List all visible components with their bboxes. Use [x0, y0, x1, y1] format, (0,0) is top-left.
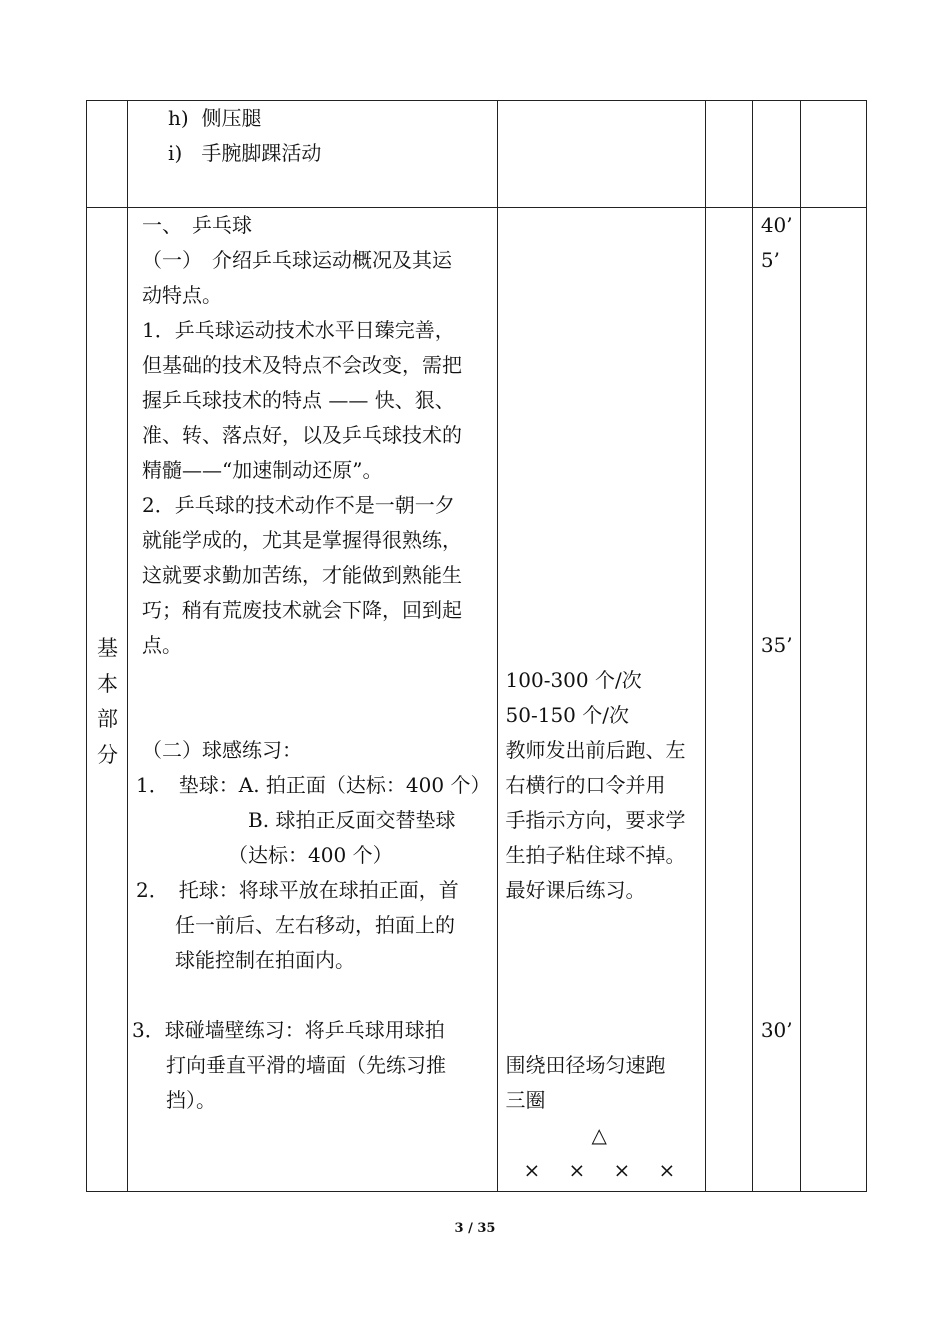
- org-note: 手指示方向，要求学: [505, 808, 686, 832]
- student-marker: ×: [523, 1158, 541, 1182]
- wall-practice-line: 打向垂直平滑的墙面（先练习推: [166, 1053, 447, 1077]
- content-line: 这就要求勤加苦练，才能做到熟能生: [142, 563, 463, 587]
- content-line: 巧；稍有荒废技术就会下降，回到起: [142, 598, 463, 622]
- content-line: 就能学成的，尤其是掌握得很熟练，: [142, 528, 463, 552]
- warmup-item: [168, 101, 261, 137]
- ball-feel-line: 任一前后、左右移动，拍面上的: [175, 913, 456, 937]
- content-line: 但基础的技术及特点不会改变，需把: [142, 353, 463, 377]
- run-note: 三圈: [505, 1088, 546, 1112]
- empty-cell: [705, 208, 752, 1192]
- section-char: 本: [97, 671, 118, 696]
- section-cell: [87, 101, 128, 208]
- time-value: 40’: [760, 213, 793, 237]
- student-marker: ×: [568, 1158, 586, 1182]
- content-line: 2．乒乓球的技术动作不是一朝一夕: [142, 493, 455, 517]
- page-number: 3 / 35: [454, 1221, 496, 1236]
- section-char: 部: [97, 707, 118, 731]
- empty-cell: [705, 101, 752, 208]
- empty-cell: [800, 208, 866, 1192]
- org-note: 生拍子粘住球不掉。: [505, 843, 686, 867]
- org-note: 右横行的口令并用: [505, 773, 666, 797]
- run-note: 围绕田径场匀速跑: [505, 1053, 666, 1077]
- org-cell: [497, 208, 705, 1192]
- item-text: 手腕脚踝活动: [201, 141, 322, 165]
- item-marker: h): [168, 106, 189, 130]
- ball-feel-heading: （二）球感练习：: [142, 738, 303, 762]
- time-value: 5’: [760, 248, 780, 272]
- org-note: 教师发出前后跑、左: [505, 738, 686, 762]
- item-text: 侧压腿: [201, 106, 262, 130]
- ball-feel-line: （达标：400 个）: [228, 843, 393, 867]
- student-marker: ×: [613, 1158, 631, 1182]
- org-note: 100-300 个/次: [505, 668, 642, 692]
- content-cell: [128, 208, 497, 1192]
- time-value: 35’: [760, 633, 793, 657]
- org-note: 50-150 个/次: [505, 703, 629, 727]
- content-line: （一） 介绍乒乓球运动概况及其运: [142, 248, 453, 272]
- wall-practice-line: 3．球碰墙壁练习：将乒乓球用球拍: [132, 1018, 445, 1042]
- ball-feel-line: 球能控制在拍面内。: [175, 948, 356, 972]
- content-line: 握乒乓球技术的特点 —— 快、狠、: [142, 388, 455, 412]
- content-line: 点。: [142, 633, 183, 657]
- empty-cell: [800, 101, 866, 208]
- time-value: 30’: [760, 1018, 793, 1042]
- time-cell: [752, 101, 800, 208]
- section-char: 分: [97, 742, 118, 767]
- basic-part-row: [87, 208, 867, 1192]
- ball-feel-line: B. 球拍正反面交替垫球: [248, 808, 456, 832]
- warmup-row: [87, 101, 867, 208]
- content-line: 一、 乒乓球: [142, 213, 253, 237]
- ball-feel-line: 2． 托球：将球平放在球拍正面，首: [136, 878, 459, 902]
- org-note: 最好课后练习。: [505, 878, 646, 902]
- teacher-marker: △: [591, 1123, 607, 1147]
- org-cell: [497, 101, 705, 208]
- section-cell: [87, 208, 128, 1192]
- content-line: 精髓——“加速制动还原”。: [142, 458, 383, 482]
- item-marker: i): [168, 141, 183, 165]
- section-char: 基: [97, 636, 118, 660]
- warmup-content-cell: [128, 101, 497, 208]
- wall-practice-line: 挡）。: [166, 1088, 217, 1112]
- content-line: 准、转、落点好，以及乒乓球技术的: [142, 423, 463, 447]
- time-cell: [752, 208, 800, 1192]
- content-line: 动特点。: [142, 283, 223, 307]
- ball-feel-line: 1． 垫球：A. 拍正面（达标：400 个）: [136, 773, 491, 797]
- warmup-item: [168, 136, 321, 172]
- section-label: [87, 631, 128, 773]
- content-line: 1．乒乓球运动技术水平日臻完善，: [142, 318, 455, 342]
- lesson-plan-table: [86, 100, 867, 1192]
- student-marker: ×: [658, 1158, 676, 1182]
